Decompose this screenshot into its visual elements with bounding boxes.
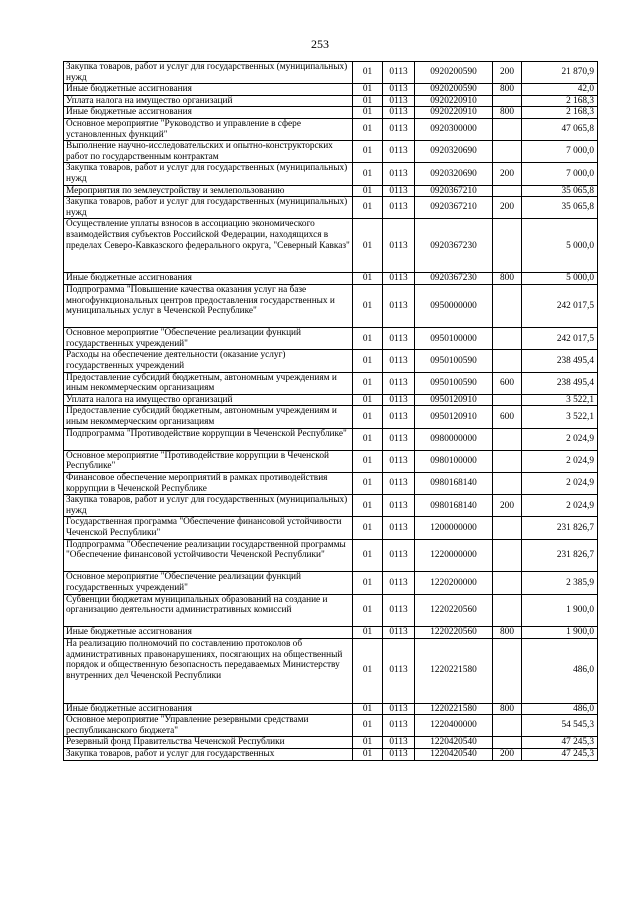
table-row (64, 539, 598, 572)
table-row (64, 495, 598, 517)
row-section-code: 0113 (383, 638, 415, 703)
table-row (64, 141, 598, 163)
row-expense-type-code (493, 473, 522, 495)
row-ministry-code: 01 (353, 273, 383, 285)
table-row (64, 394, 598, 406)
row-name-cell: Закупка товаров, работ и услуг для государственных (муниципальных) нужд (64, 62, 353, 84)
row-ministry-code: 01 (353, 517, 383, 539)
table-row (64, 638, 598, 703)
row-expense-type-code: 200 (493, 163, 522, 185)
row-article-code: 0920220910 (415, 95, 493, 107)
row-name-cell: Мероприятия по землеустройству и землепользованию (64, 185, 353, 197)
row-section-code: 0113 (383, 737, 415, 749)
row-name-cell: Предоставление субсидий бюджетным, автономным учреждениям и иным некоммерческим организациям (64, 406, 353, 428)
row-name-cell: Расходы на обеспечение деятельности (оказание услуг) государственных учреждений (64, 350, 353, 372)
row-expense-type-code: 800 (493, 703, 522, 715)
row-article-code: 0980168140 (415, 495, 493, 517)
row-article-code: 0950120910 (415, 394, 493, 406)
row-amount: 238 495,4 (522, 372, 598, 394)
row-expense-type-code: 200 (493, 197, 522, 219)
row-amount: 1 900,0 (522, 627, 598, 639)
row-amount: 47 245,3 (522, 748, 598, 760)
row-section-code: 0113 (383, 62, 415, 84)
row-article-code: 1220000000 (415, 539, 493, 572)
row-name-cell: Резервный фонд Правительства Чеченской Республики (64, 737, 353, 749)
row-name-cell: Основное мероприятие "Руководство и управление в сфере установленных функций" (64, 118, 353, 140)
row-ministry-code: 01 (353, 284, 383, 327)
table-row (64, 163, 598, 185)
row-expense-type-code (493, 350, 522, 372)
row-name-cell: Выполнение научно-исследовательских и опытно-конструкторских работ по государственным контрактам (64, 141, 353, 163)
row-ministry-code: 01 (353, 62, 383, 84)
row-section-code: 0113 (383, 748, 415, 760)
table-row (64, 197, 598, 219)
row-name-cell: Закупка товаров, работ и услуг для государственных (муниципальных) нужд (64, 163, 353, 185)
row-name-cell: Подпрограмма "Противодействие коррупции в Чеченской Республике" (64, 428, 353, 450)
row-section-code: 0113 (383, 715, 415, 737)
row-ministry-code: 01 (353, 163, 383, 185)
row-name-cell: Субвенции бюджетам муниципальных образований на создание и организацию деятельности административных комиссий (64, 594, 353, 627)
row-expense-type-code: 200 (493, 748, 522, 760)
row-name-cell: Иные бюджетные ассигнования (64, 627, 353, 639)
row-amount: 47 245,3 (522, 737, 598, 749)
row-name-cell: Осуществление уплаты взносов в ассоциацию экономического взаимодействия субъектов Российской Федерации, находящихся в пределах Северо-Кавказского федерального округа, "Северный Кавказ" (64, 219, 353, 273)
row-ministry-code: 01 (353, 95, 383, 107)
table-row (64, 84, 598, 96)
row-article-code: 0950100000 (415, 328, 493, 350)
row-name-cell: Подпрограмма "Обеспечение реализации государственной программы "Обеспечение финансовой устойчивости Чеченской Республики" (64, 539, 353, 572)
row-section-code: 0113 (383, 141, 415, 163)
row-ministry-code: 01 (353, 107, 383, 119)
row-expense-type-code: 800 (493, 107, 522, 119)
row-name-cell: Основное мероприятие "Противодействие коррупции в Чеченской Республике" (64, 450, 353, 472)
row-amount: 2 024,9 (522, 473, 598, 495)
row-section-code: 0113 (383, 273, 415, 285)
table-row (64, 107, 598, 119)
row-article-code: 0920367210 (415, 185, 493, 197)
table-row (64, 715, 598, 737)
row-name-cell: Закупка товаров, работ и услуг для государственных (муниципальных) нужд (64, 495, 353, 517)
row-expense-type-code (493, 572, 522, 594)
row-name-cell: Иные бюджетные ассигнования (64, 273, 353, 285)
row-name-cell: Иные бюджетные ассигнования (64, 84, 353, 96)
row-amount: 486,0 (522, 703, 598, 715)
row-ministry-code: 01 (353, 594, 383, 627)
row-name-cell: Предоставление субсидий бюджетным, автономным учреждениям и иным некоммерческим организациям (64, 372, 353, 394)
row-amount: 7 000,0 (522, 141, 598, 163)
table-row (64, 748, 598, 760)
table-row (64, 273, 598, 285)
row-name-cell: Основное мероприятие "Обеспечение реализации функций государственных учреждений" (64, 572, 353, 594)
row-section-code: 0113 (383, 539, 415, 572)
row-expense-type-code (493, 394, 522, 406)
table-row (64, 62, 598, 84)
row-section-code: 0113 (383, 372, 415, 394)
row-amount: 3 522,1 (522, 394, 598, 406)
row-ministry-code: 01 (353, 219, 383, 273)
row-article-code: 0980000000 (415, 428, 493, 450)
row-name-cell: Уплата налога на имущество организаций (64, 95, 353, 107)
row-expense-type-code (493, 284, 522, 327)
row-name-cell: Иные бюджетные ассигнования (64, 107, 353, 119)
row-expense-type-code (493, 594, 522, 627)
row-expense-type-code (493, 95, 522, 107)
row-name-cell: На реализацию полномочий по составлению протоколов об административных правонарушениях, посягающих на общественный порядок и общественную безопасность передаваемых Министерству внутренних дел Чеченской Республики (64, 638, 353, 703)
row-expense-type-code: 200 (493, 62, 522, 84)
row-section-code: 0113 (383, 428, 415, 450)
row-article-code: 1220400000 (415, 715, 493, 737)
row-ministry-code: 01 (353, 394, 383, 406)
row-expense-type-code (493, 141, 522, 163)
row-ministry-code: 01 (353, 638, 383, 703)
row-ministry-code: 01 (353, 473, 383, 495)
row-article-code: 1220420540 (415, 748, 493, 760)
row-name-cell: Основное мероприятие "Обеспечение реализации функций государственных учреждений" (64, 328, 353, 350)
row-amount: 21 870,9 (522, 62, 598, 84)
table-row (64, 703, 598, 715)
row-amount: 1 900,0 (522, 594, 598, 627)
row-amount: 35 065,8 (522, 197, 598, 219)
row-amount: 231 826,7 (522, 517, 598, 539)
table-row (64, 95, 598, 107)
row-expense-type-code: 600 (493, 406, 522, 428)
table-row (64, 627, 598, 639)
row-expense-type-code: 800 (493, 273, 522, 285)
row-ministry-code: 01 (353, 748, 383, 760)
row-section-code: 0113 (383, 517, 415, 539)
row-article-code: 0980100000 (415, 450, 493, 472)
row-expense-type-code (493, 737, 522, 749)
row-article-code: 0980168140 (415, 473, 493, 495)
row-amount: 242 017,5 (522, 328, 598, 350)
row-amount: 238 495,4 (522, 350, 598, 372)
table-row (64, 450, 598, 472)
row-ministry-code: 01 (353, 428, 383, 450)
row-expense-type-code (493, 539, 522, 572)
table-row (64, 406, 598, 428)
row-name-cell: Государственная программа "Обеспечение финансовой устойчивости Чеченской Республики" (64, 517, 353, 539)
row-expense-type-code (493, 328, 522, 350)
row-amount: 2 168,3 (522, 107, 598, 119)
row-ministry-code: 01 (353, 627, 383, 639)
row-article-code: 1220220560 (415, 627, 493, 639)
row-amount: 35 065,8 (522, 185, 598, 197)
row-ministry-code: 01 (353, 495, 383, 517)
row-amount: 2 168,3 (522, 95, 598, 107)
row-ministry-code: 01 (353, 350, 383, 372)
table-row (64, 572, 598, 594)
row-section-code: 0113 (383, 572, 415, 594)
row-expense-type-code (493, 638, 522, 703)
table-row (64, 473, 598, 495)
row-expense-type-code (493, 185, 522, 197)
row-amount: 242 017,5 (522, 284, 598, 327)
table-row (64, 737, 598, 749)
budget-table (63, 61, 598, 761)
row-expense-type-code (493, 450, 522, 472)
row-name-cell: Уплата налога на имущество организаций (64, 394, 353, 406)
row-section-code: 0113 (383, 406, 415, 428)
table-row (64, 594, 598, 627)
table-row (64, 185, 598, 197)
row-expense-type-code (493, 517, 522, 539)
row-article-code: 0920367230 (415, 273, 493, 285)
row-ministry-code: 01 (353, 703, 383, 715)
row-section-code: 0113 (383, 350, 415, 372)
row-name-cell: Финансовое обеспечение мероприятий в рамках противодействия коррупции в Чеченской Республике (64, 473, 353, 495)
table-row (64, 372, 598, 394)
row-ministry-code: 01 (353, 450, 383, 472)
row-ministry-code: 01 (353, 539, 383, 572)
row-amount: 3 522,1 (522, 406, 598, 428)
row-article-code: 0950120910 (415, 406, 493, 428)
row-expense-type-code (493, 715, 522, 737)
row-expense-type-code: 800 (493, 627, 522, 639)
row-article-code: 0920220910 (415, 107, 493, 119)
row-article-code: 1200000000 (415, 517, 493, 539)
row-article-code: 0920200590 (415, 62, 493, 84)
row-ministry-code: 01 (353, 141, 383, 163)
row-amount: 2 024,9 (522, 428, 598, 450)
row-amount: 2 024,9 (522, 450, 598, 472)
row-article-code: 1220420540 (415, 737, 493, 749)
row-name-cell: Подпрограмма "Повышение качества оказания услуг на базе многофункциональных центров предоставления государственных и муниципальных услуг в Чеченской Республике" (64, 284, 353, 327)
page-number: 253 (311, 37, 329, 51)
row-ministry-code: 01 (353, 715, 383, 737)
row-name-cell: Закупка товаров, работ и услуг для государственных (муниципальных) нужд (64, 197, 353, 219)
row-expense-type-code: 200 (493, 495, 522, 517)
row-amount: 2 024,9 (522, 495, 598, 517)
row-section-code: 0113 (383, 495, 415, 517)
row-section-code: 0113 (383, 284, 415, 327)
row-expense-type-code: 600 (493, 372, 522, 394)
row-section-code: 0113 (383, 594, 415, 627)
row-article-code: 0920320690 (415, 141, 493, 163)
table-row (64, 517, 598, 539)
row-amount: 47 065,8 (522, 118, 598, 140)
row-section-code: 0113 (383, 450, 415, 472)
row-article-code: 0920367210 (415, 197, 493, 219)
row-amount: 231 826,7 (522, 539, 598, 572)
row-ministry-code: 01 (353, 572, 383, 594)
row-section-code: 0113 (383, 703, 415, 715)
row-expense-type-code (493, 428, 522, 450)
table-row (64, 328, 598, 350)
row-ministry-code: 01 (353, 84, 383, 96)
row-section-code: 0113 (383, 394, 415, 406)
table-row (64, 284, 598, 327)
row-ministry-code: 01 (353, 372, 383, 394)
row-section-code: 0113 (383, 95, 415, 107)
row-ministry-code: 01 (353, 118, 383, 140)
row-section-code: 0113 (383, 473, 415, 495)
row-expense-type-code (493, 219, 522, 273)
row-section-code: 0113 (383, 84, 415, 96)
row-expense-type-code: 800 (493, 84, 522, 96)
row-ministry-code: 01 (353, 406, 383, 428)
row-article-code: 1220221580 (415, 703, 493, 715)
row-amount: 5 000,0 (522, 273, 598, 285)
row-ministry-code: 01 (353, 197, 383, 219)
table-row (64, 118, 598, 140)
row-section-code: 0113 (383, 197, 415, 219)
row-name-cell: Закупка товаров, работ и услуг для государственных (64, 748, 353, 760)
row-section-code: 0113 (383, 118, 415, 140)
row-article-code: 0950100590 (415, 350, 493, 372)
row-name-cell: Иные бюджетные ассигнования (64, 703, 353, 715)
row-section-code: 0113 (383, 163, 415, 185)
row-amount: 7 000,0 (522, 163, 598, 185)
row-article-code: 0950100590 (415, 372, 493, 394)
table-row (64, 219, 598, 273)
row-amount: 5 000,0 (522, 219, 598, 273)
row-ministry-code: 01 (353, 328, 383, 350)
row-expense-type-code (493, 118, 522, 140)
row-amount: 54 545,3 (522, 715, 598, 737)
row-amount: 2 385,9 (522, 572, 598, 594)
row-section-code: 0113 (383, 328, 415, 350)
row-ministry-code: 01 (353, 737, 383, 749)
table-row (64, 428, 598, 450)
row-article-code: 0920320690 (415, 163, 493, 185)
row-article-code: 1220200000 (415, 572, 493, 594)
row-section-code: 0113 (383, 627, 415, 639)
row-article-code: 1220220560 (415, 594, 493, 627)
row-article-code: 1220221580 (415, 638, 493, 703)
row-article-code: 0950000000 (415, 284, 493, 327)
row-section-code: 0113 (383, 185, 415, 197)
budget-table-body (64, 62, 598, 761)
table-row (64, 350, 598, 372)
row-section-code: 0113 (383, 219, 415, 273)
row-name-cell: Основное мероприятие "Управление резервными средствами республиканского бюджета" (64, 715, 353, 737)
row-amount: 486,0 (522, 638, 598, 703)
row-amount: 42,0 (522, 84, 598, 96)
row-article-code: 0920367230 (415, 219, 493, 273)
row-section-code: 0113 (383, 107, 415, 119)
row-article-code: 0920200590 (415, 84, 493, 96)
row-article-code: 0920300000 (415, 118, 493, 140)
row-ministry-code: 01 (353, 185, 383, 197)
